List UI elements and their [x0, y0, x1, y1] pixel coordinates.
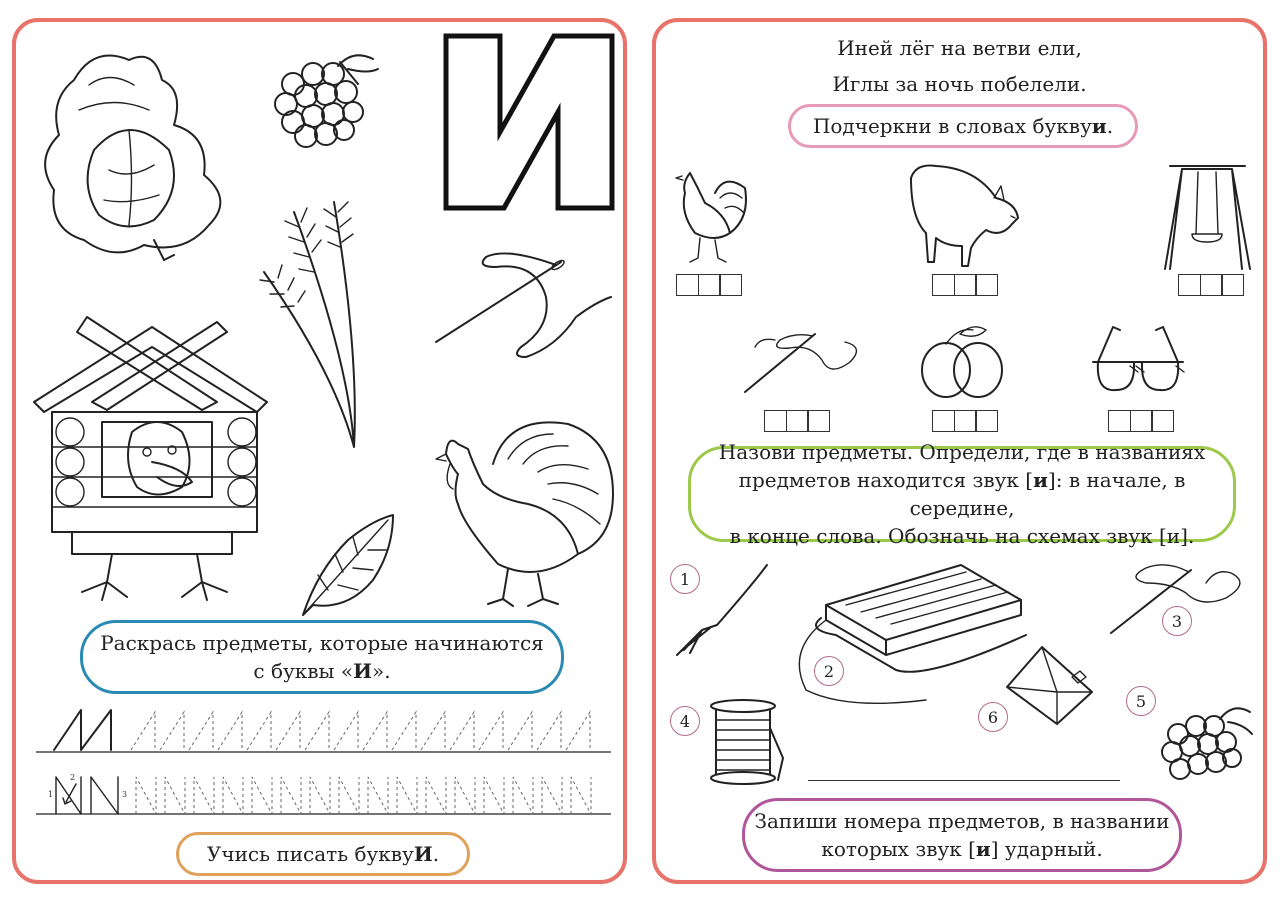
- right-worksheet-page: [652, 18, 1267, 884]
- practice-stroke-dashed: [479, 712, 503, 750]
- pig-icon: [906, 158, 1024, 270]
- turkey-icon: [428, 414, 618, 609]
- swing-icon: [1160, 164, 1255, 272]
- instruction-name-pill: [688, 440, 1236, 548]
- instruction-name-line1: Назови предметы. Определи, где в названиях: [718, 440, 1206, 464]
- practice-letter-dashed: [484, 777, 504, 814]
- practice-stroke-dashed: [131, 712, 155, 750]
- instruction-write-numbers-line1: Запиши номера предметов, в названии: [754, 809, 1170, 833]
- practice-stroke-dashed: [218, 712, 242, 750]
- answer-line[interactable]: [808, 780, 1120, 781]
- turkey-small-icon: [670, 158, 750, 268]
- practice-letter-dashed: [426, 777, 446, 814]
- practice-letter-dashed: [136, 777, 156, 814]
- poem-line-1: Иней лёг на ветви ели,: [837, 36, 1082, 60]
- stroke-number-1: 1: [48, 790, 54, 799]
- thread-spool-icon: [708, 698, 788, 786]
- practice-letter-dashed: [513, 777, 533, 814]
- letter-writing-practice-lines: [36, 702, 611, 822]
- practice-letter-dashed: [194, 777, 214, 814]
- sound-scheme-plums[interactable]: [932, 410, 997, 432]
- practice-stroke-dashed: [566, 712, 590, 750]
- practice-letter-dashed: [455, 777, 475, 814]
- raspberry-small-icon: [1158, 694, 1254, 790]
- item-number-5: 5: [1126, 686, 1156, 716]
- practice-letter-dashed: [571, 777, 591, 814]
- sled-icon: [786, 560, 1026, 710]
- practice-stroke-dashed: [334, 712, 358, 750]
- sound-scheme-glasses[interactable]: [1108, 410, 1173, 432]
- instruction-color-line1: Раскрась предметы, которые начинаются: [100, 631, 544, 655]
- practice-stroke-dashed: [392, 712, 416, 750]
- stroke-number-3: 3: [122, 790, 128, 799]
- practice-stroke-dashed: [363, 712, 387, 750]
- practice-letter-dashed: [310, 777, 330, 814]
- leaf-icon: [298, 510, 398, 620]
- needle-small-icon: [740, 322, 870, 397]
- plums-icon: [918, 322, 1008, 402]
- poem-line-2: Иглы за ночь побелели.: [832, 72, 1087, 96]
- item-number-6: 6: [978, 702, 1008, 732]
- sound-scheme-swing[interactable]: [1178, 274, 1243, 296]
- item-number-4: 4: [670, 706, 700, 736]
- practice-stroke-dashed: [450, 712, 474, 750]
- instruction-write-pill: Учись писать букву И .: [176, 832, 470, 876]
- envelope-icon: [1002, 642, 1097, 727]
- glasses-icon: [1088, 322, 1188, 397]
- sound-scheme-turkey[interactable]: [676, 274, 741, 296]
- practice-stroke-dashed: [189, 712, 213, 750]
- instruction-name-line2: предметов находится звук [и]: в начале, в середине,: [738, 468, 1186, 520]
- practice-stroke-dashed: [247, 712, 271, 750]
- cabbage-icon: [34, 40, 244, 265]
- hut-on-chicken-legs-icon: [32, 292, 277, 607]
- raspberry-icon: [268, 44, 383, 159]
- left-worksheet-page: [12, 18, 627, 884]
- practice-letter-dashed: [542, 777, 562, 814]
- item-number-1: 1: [670, 564, 700, 594]
- practice-letter-dashed: [339, 777, 359, 814]
- fork-icon: [672, 560, 772, 660]
- instruction-underline-pill: Подчеркни в словах букву и .: [788, 104, 1138, 148]
- instruction-color-pill: [80, 620, 564, 694]
- practice-letter-dashed: [368, 777, 388, 814]
- needle-thread-icon: [426, 237, 616, 367]
- big-outline-letter: [442, 32, 616, 212]
- instruction-write-numbers-pill: [742, 798, 1182, 872]
- practice-stroke-dashed: [276, 712, 300, 750]
- practice-letter-dashed: [281, 777, 301, 814]
- sound-scheme-needle[interactable]: [764, 410, 829, 432]
- sound-scheme-pig[interactable]: [932, 274, 997, 296]
- instruction-color-line2: с буквы «И».: [253, 659, 391, 683]
- practice-stroke-dashed: [160, 712, 184, 750]
- practice-letter-dashed: [165, 777, 185, 814]
- practice-stroke-dashed: [421, 712, 445, 750]
- practice-letter-dashed: [252, 777, 272, 814]
- practice-stroke-dashed: [508, 712, 532, 750]
- practice-letter-dashed: [223, 777, 243, 814]
- instruction-write-numbers-line2: которых звук [и] ударный.: [821, 837, 1103, 861]
- instruction-name-line3: в конце слова. Обозначь на схемах звук [и].: [729, 524, 1195, 548]
- practice-stroke-dashed: [537, 712, 561, 750]
- needle-thread-small-icon: [1106, 558, 1256, 638]
- stroke-number-2: 2: [70, 773, 76, 782]
- practice-stroke-dashed: [305, 712, 329, 750]
- item-number-3: 3: [1162, 606, 1192, 636]
- practice-letter-dashed: [397, 777, 417, 814]
- item-number-2: 2: [814, 656, 844, 686]
